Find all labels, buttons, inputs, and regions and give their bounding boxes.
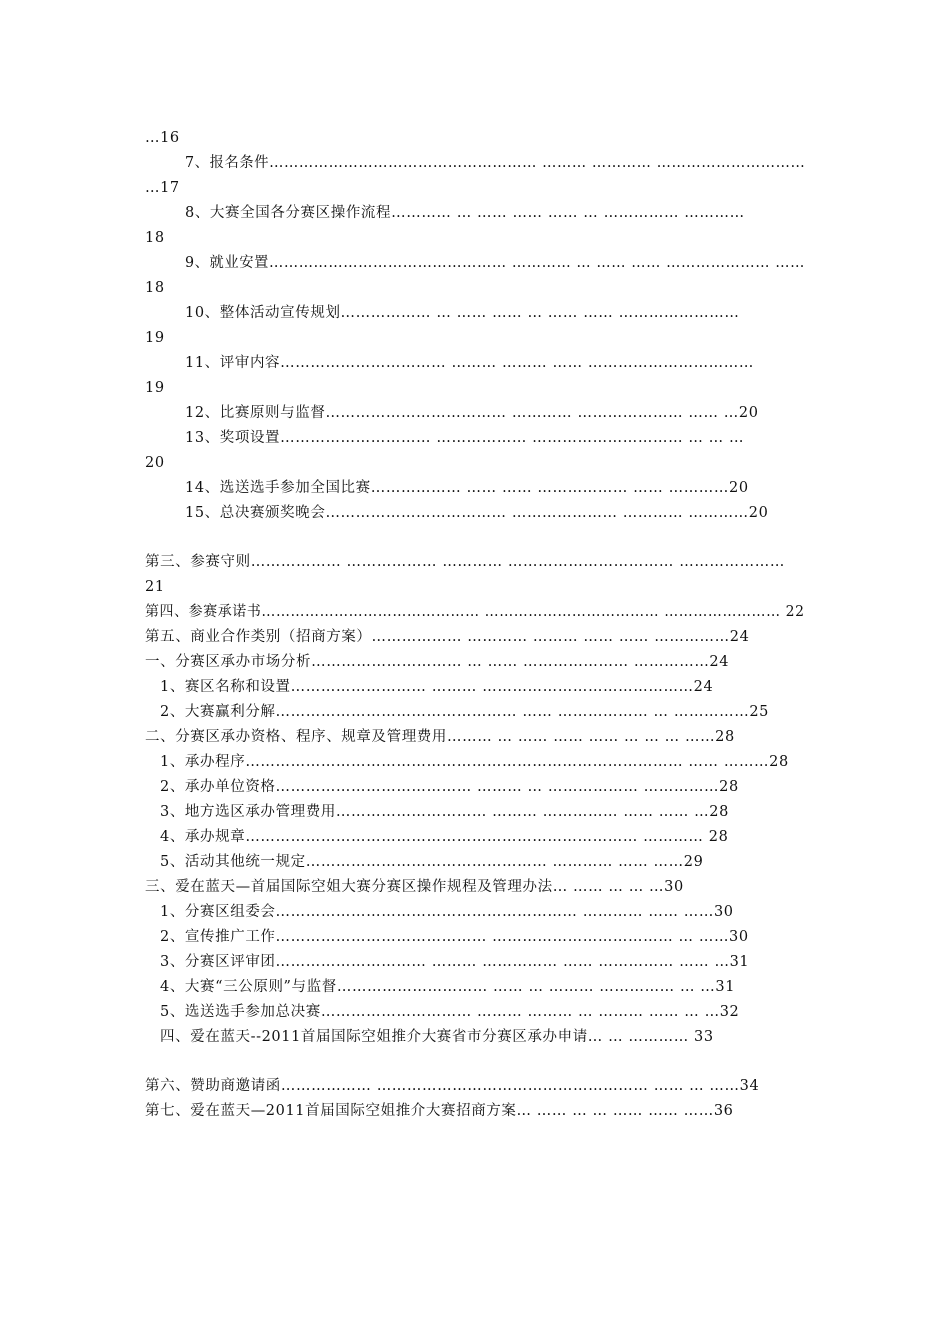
toc-line-35: 5、选送选手参加总决赛………………………… ……… ……… … ……… …… … …32	[160, 1004, 740, 1020]
toc-line-22: 1、赛区名称和设置……………………… ……… ……………………………………24	[160, 679, 714, 695]
toc-line-10: 11、评审内容…………………………… ……… ……… …… ……………………………	[185, 355, 754, 371]
toc-line-27: 3、地方选区承办管理费用………………………… ……… …………… …… …… …28	[160, 804, 729, 820]
toc-line-14: 20	[145, 455, 165, 471]
toc-line-33: 3、分赛区评审团………………………… ……… …………… …… …………… …… …31	[160, 954, 750, 970]
toc-line-8: 10、整体活动宣传规划……………… … …… …… … …… …… ……………………	[185, 305, 740, 321]
toc-line-18: 21	[145, 579, 165, 595]
toc-line-3: …17	[145, 180, 180, 196]
toc-line-32: 2、宣传推广工作…………………………………… ……………………………… … ……30	[160, 929, 749, 945]
toc-line-30: 三、爱在蓝天—首届国际空姐大赛分赛区操作规程及管理办法… …… … … …30	[145, 879, 684, 895]
toc-line-25: 1、承办程序…………………………………………………………………………… …… ………28	[160, 754, 789, 770]
toc-line-20: 第五、商业合作类别（招商方案）……………… ………… ……… …… …… ……………24	[145, 629, 750, 645]
toc-line-5: 18	[145, 230, 165, 246]
toc-line-24: 二、分赛区承办资格、程序、规章及管理费用……… … …… …… …… … … … ……28	[145, 729, 735, 745]
toc-line-23: 2、大赛赢利分解………………………………………… …… ……………… … ……………25	[160, 704, 770, 720]
toc-line-19: 第四、参赛承诺书……………………………………… ……………………………… …………………… 22	[145, 604, 805, 620]
toc-line-4: 8、大赛全国各分赛区操作流程………… … …… …… …… … …………… …………	[185, 205, 745, 221]
toc-line-26: 2、承办单位资格………………………………… ……… … ……………… ……………28	[160, 779, 739, 795]
toc-line-9: 19	[145, 330, 165, 346]
toc-line-21: 一、分赛区承办市场分析………………………… … …… ………………… ……………24	[145, 654, 730, 670]
toc-line-1: …16	[145, 130, 180, 146]
toc-line-12: 12、比赛原则与监督……………………………… ………… ………………… …… …20	[185, 405, 759, 421]
toc-line-17: 第三、参赛守则……………… ……………… ………… …………………………… …………………	[145, 554, 785, 570]
toc-line-38: 第七、爱在蓝天—2011首届国际空姐推介大赛招商方案… …… … … …… …… ……36	[145, 1103, 734, 1119]
toc-line-7: 18	[145, 280, 165, 296]
toc-line-31: 1、分赛区组委会…………………………………………………… ………… …… ……30	[160, 904, 734, 920]
toc-line-11: 19	[145, 380, 165, 396]
toc-line-15: 14、选送选手参加全国比赛……………… …… …… ……………… …… …………20	[185, 480, 749, 496]
toc-line-28: 4、承办规章…………………………………………………………………… ………… 28	[160, 829, 729, 845]
toc-line-16: 15、总决赛颁奖晚会……………………………… ………………… ………… …………20	[185, 505, 769, 521]
toc-line-34: 4、大赛“三公原则”与监督………………………… …… … ……… …………… … …31	[160, 979, 736, 995]
toc-line-2: 7、报名条件……………………………………………… ……… ………… …………………………	[185, 155, 806, 171]
toc-line-13: 13、奖项设置………………………… ……………… ………………………… … … …	[185, 430, 745, 446]
toc-line-36: 四、爱在蓝天--2011首届国际空姐推介大赛省市分赛区承办申请… … ………… 33	[160, 1029, 714, 1045]
toc-line-29: 5、活动其他统一规定………………………………………… ………… …… ……29	[160, 854, 704, 870]
toc-line-37: 第六、赞助商邀请函……………… ……………………………………………… …… … ……34	[145, 1078, 760, 1094]
toc-line-6: 9、就业安置………………………………………… ………… … …… …… ………………… ……	[185, 255, 805, 271]
